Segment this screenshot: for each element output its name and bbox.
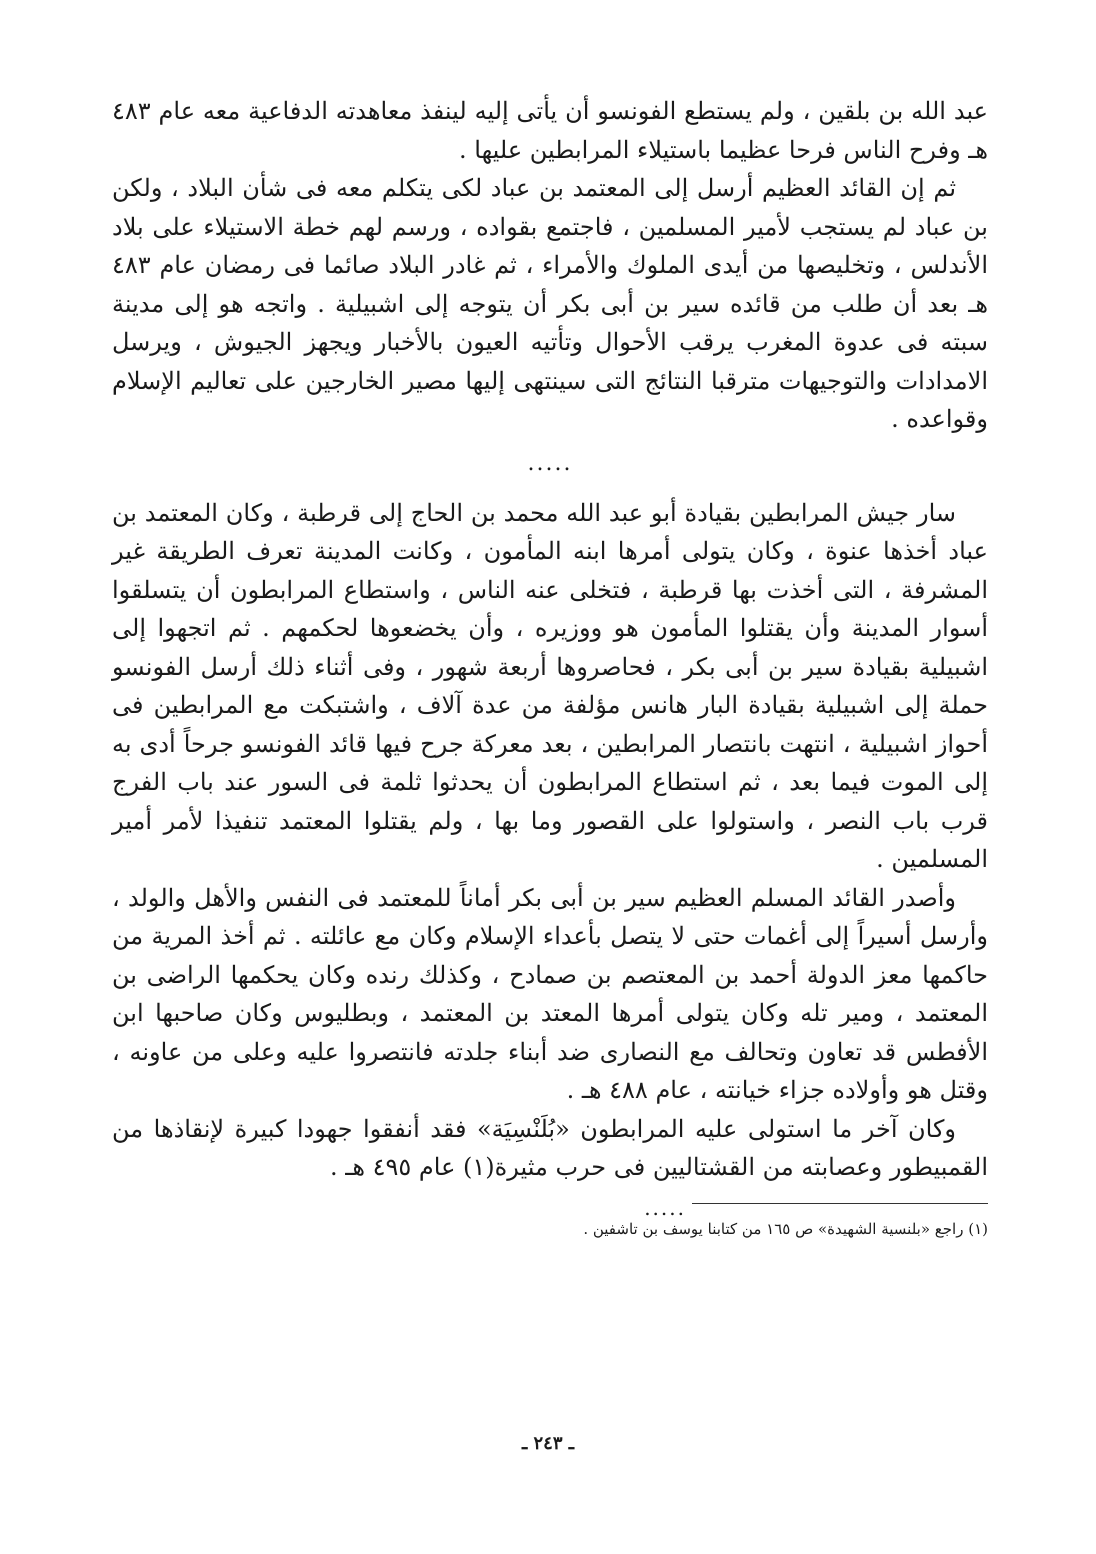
section-separator: [112, 439, 988, 494]
paragraph-1: عبد الله بن بلقين ، ولم يستطع الفونسو أن يأتى إليه لينفذ معاهدته الدفاعية معه عام ٤٨٣ هـ وفرح الناس فرحا عظيما باستيلاء المرابطين عليها .: [112, 97, 988, 164]
footnote-divider: [112, 1189, 988, 1220]
paragraph-3: سار جيش المرابطين بقيادة أبو عبد الله محمد بن الحاج إلى قرطبة ، وكان المعتمد بن عباد أخذها عنوة ، وكان يتولى أمرها ابنه المأمون ، وكانت المدينة تعرف الطريقة غير المشرفة ، التى أخذت بها قرطبة ، فتخلى عنه الناس ، واستطاع المرابطون أن يتسلقوا أسوار المدينة وأن يقتلوا المأمون هو ووزيره ، وأن يخضعوها لحكمهم . ثم اتجهوا إلى اشبيلية بقيادة سير بن أبى بكر ، فحاصروها أربعة شهور ، وفى أثناء ذلك أرسل الفونسو حملة إلى اشبيلية بقيادة البار هانس مؤلفة من عدة آلاف ، واشتبكت مع المرابطين فى أحواز اشبيلية ، انتهت بانتصار المرابطين ، بعد معركة جرح فيها قائد الفونسو جرحاً أدى به إلى الموت فيما بعد ، ثم استطاع المرابطون أن يحدثوا ثلمة فى السور عند باب الفرج قرب باب النصر ، واستولوا على القصور وما بها ، ولم يقتلوا المعتمد تنفيذا لأمر أمير المسلمين .: [112, 498, 988, 873]
paragraph-5: وكان آخر ما استولى عليه المرابطون «بُلَنْسِيَة» فقد أنفقوا جهودا كبيرة لإنقاذها من القمبيطور وعصابته من القشتاليين فى حرب مثيرة(١) عام ٤٩٥ هـ .: [112, 1114, 988, 1181]
separator-dots: .....: [527, 450, 573, 476]
footnote-dots: .....: [644, 1195, 686, 1220]
paragraph-2: ثم إن القائد العظيم أرسل إلى المعتمد بن عباد لكى يتكلم معه فى شأن البلاد ، ولكن بن عباد لم يستجب لأمير المسلمين ، فاجتمع بقواده ، ورسم لهم خطة الاستيلاء على بلاد الأندلس ، وتخليصها من أيدى الملوك والأمراء ، ثم غادر البلاد صائما فى رمضان عام ٤٨٣ هـ بعد أن طلب من قائده سير بن أبى بكر أن يتوجه إلى اشبيلية . واتجه هو إلى مدينة سبته فى عدوة المغرب يرقب الأحوال وتأتيه العيون بالأخبار ويجهز الجيوش ، ويرسل الامدادات والتوجيهات مترقبا النتائج التى سينتهى إليها مصير الخارجين على تعاليم الإسلام وقواعده .: [112, 174, 988, 433]
page-body: [112, 92, 988, 1241]
footnote-rule: [692, 1203, 988, 1204]
footnote: (١) راجع «بلنسية الشهيدة» ص ١٦٥ من كتابنا يوسف بن تاشفين .: [583, 1219, 988, 1238]
paragraph-4: وأصدر القائد المسلم العظيم سير بن أبى بكر أماناً للمعتمد فى النفس والأهل والولد ، وأرسل أسيراً إلى أغمات حتى لا يتصل بأعداء الإسلام وكان مع عائلته . ثم أخذ المرية من حاكمها معز الدولة أحمد بن المعتصم بن صمادح ، وكذلك رنده وكان يحكمها الراضى بن المعتمد ، ومير تله وكان يتولى أمرها المعتد بن المعتمد ، وبطليوس وكان صاحبها ابن الأفطس قد تعاون وتحالف مع النصارى ضد أبناء جلدته فانتصروا عليه وعلى من عاونه ، وقتل هو وأولاده جزاء خيانته ، عام ٤٨٨ هـ .: [112, 883, 988, 1104]
page-number: ـ ٢٤٣ ـ: [521, 1433, 575, 1454]
